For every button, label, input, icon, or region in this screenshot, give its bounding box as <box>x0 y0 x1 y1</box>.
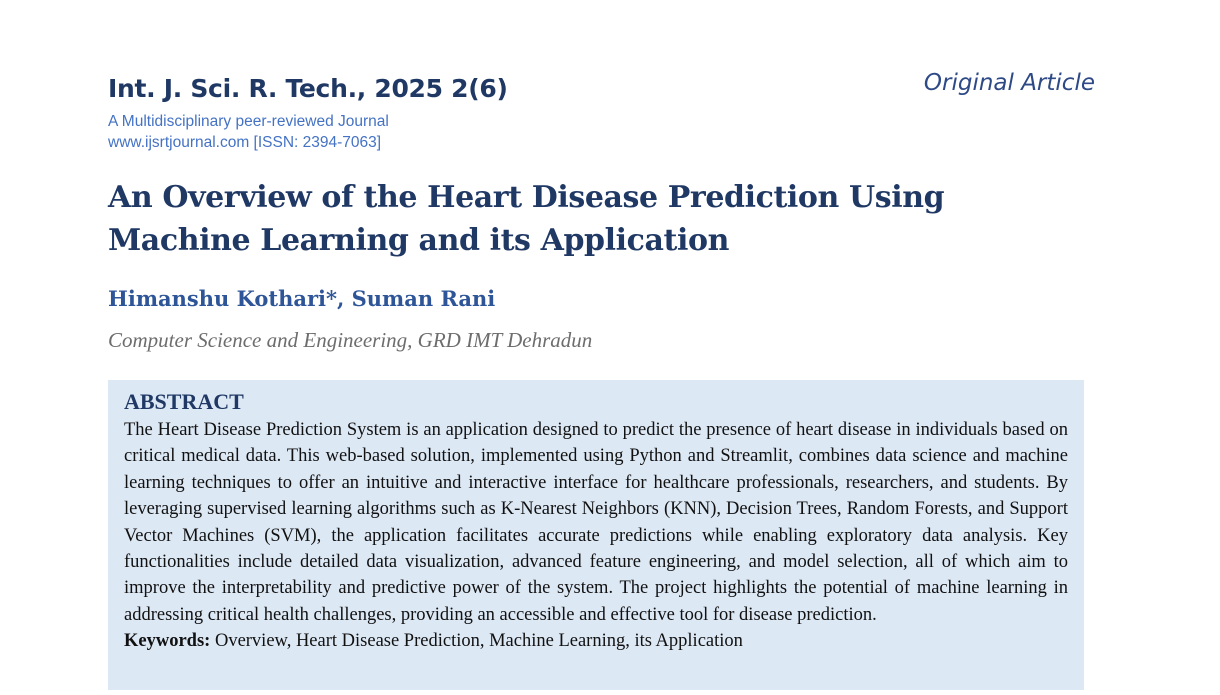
keywords <box>124 628 1068 654</box>
paper-title-line1: An Overview of the Heart Disease Prediction Using <box>108 180 945 215</box>
authors: Himanshu Kothari*, Suman Rani <box>108 286 496 311</box>
journal-subtitle: A Multidisciplinary peer-reviewed Journal <box>108 113 389 130</box>
abstract-box <box>108 380 1084 690</box>
paper-title-line2: Machine Learning and its Application <box>108 223 729 258</box>
abstract-body: The Heart Disease Prediction System is an application designed to predict the presence of heart disease in individuals based on critical medical data. This web-based solution, implemented using Python and Streamlit, combines data science and machine learning techniques to offer an intuitive and interactive interface for healthcare professionals, researchers, and students. By leveraging supervised learning algorithms such as K-Nearest Neighbors (KNN), Decision Trees, Random Forests, and Support Vector Machines (SVM), the application facilitates accurate predictions while enabling exploratory data analysis. Key functionalities include detailed data visualization, advanced feature engineering, and model selection, all of which aim to improve the interpretability and predictive power of the system. The project highlights the potential of machine learning in addressing critical health challenges, providing an accessible and effective tool for disease prediction. <box>124 420 1068 625</box>
journal-title: Int. J. Sci. R. Tech., 2025 2(6) <box>108 74 508 103</box>
affiliation: Computer Science and Engineering, GRD IMT Dehradun <box>108 328 593 352</box>
article-type-label: Original Article <box>923 70 1095 96</box>
keywords-label: Keywords: <box>124 631 211 652</box>
paper-title <box>108 176 1008 262</box>
keywords-value: Overview, Heart Disease Prediction, Machine Learning, its Application <box>214 631 743 652</box>
abstract-heading: ABSTRACT <box>124 389 244 414</box>
journal-url-issn[interactable]: www.ijsrtjournal.com [ISSN: 2394-7063] <box>108 134 382 151</box>
